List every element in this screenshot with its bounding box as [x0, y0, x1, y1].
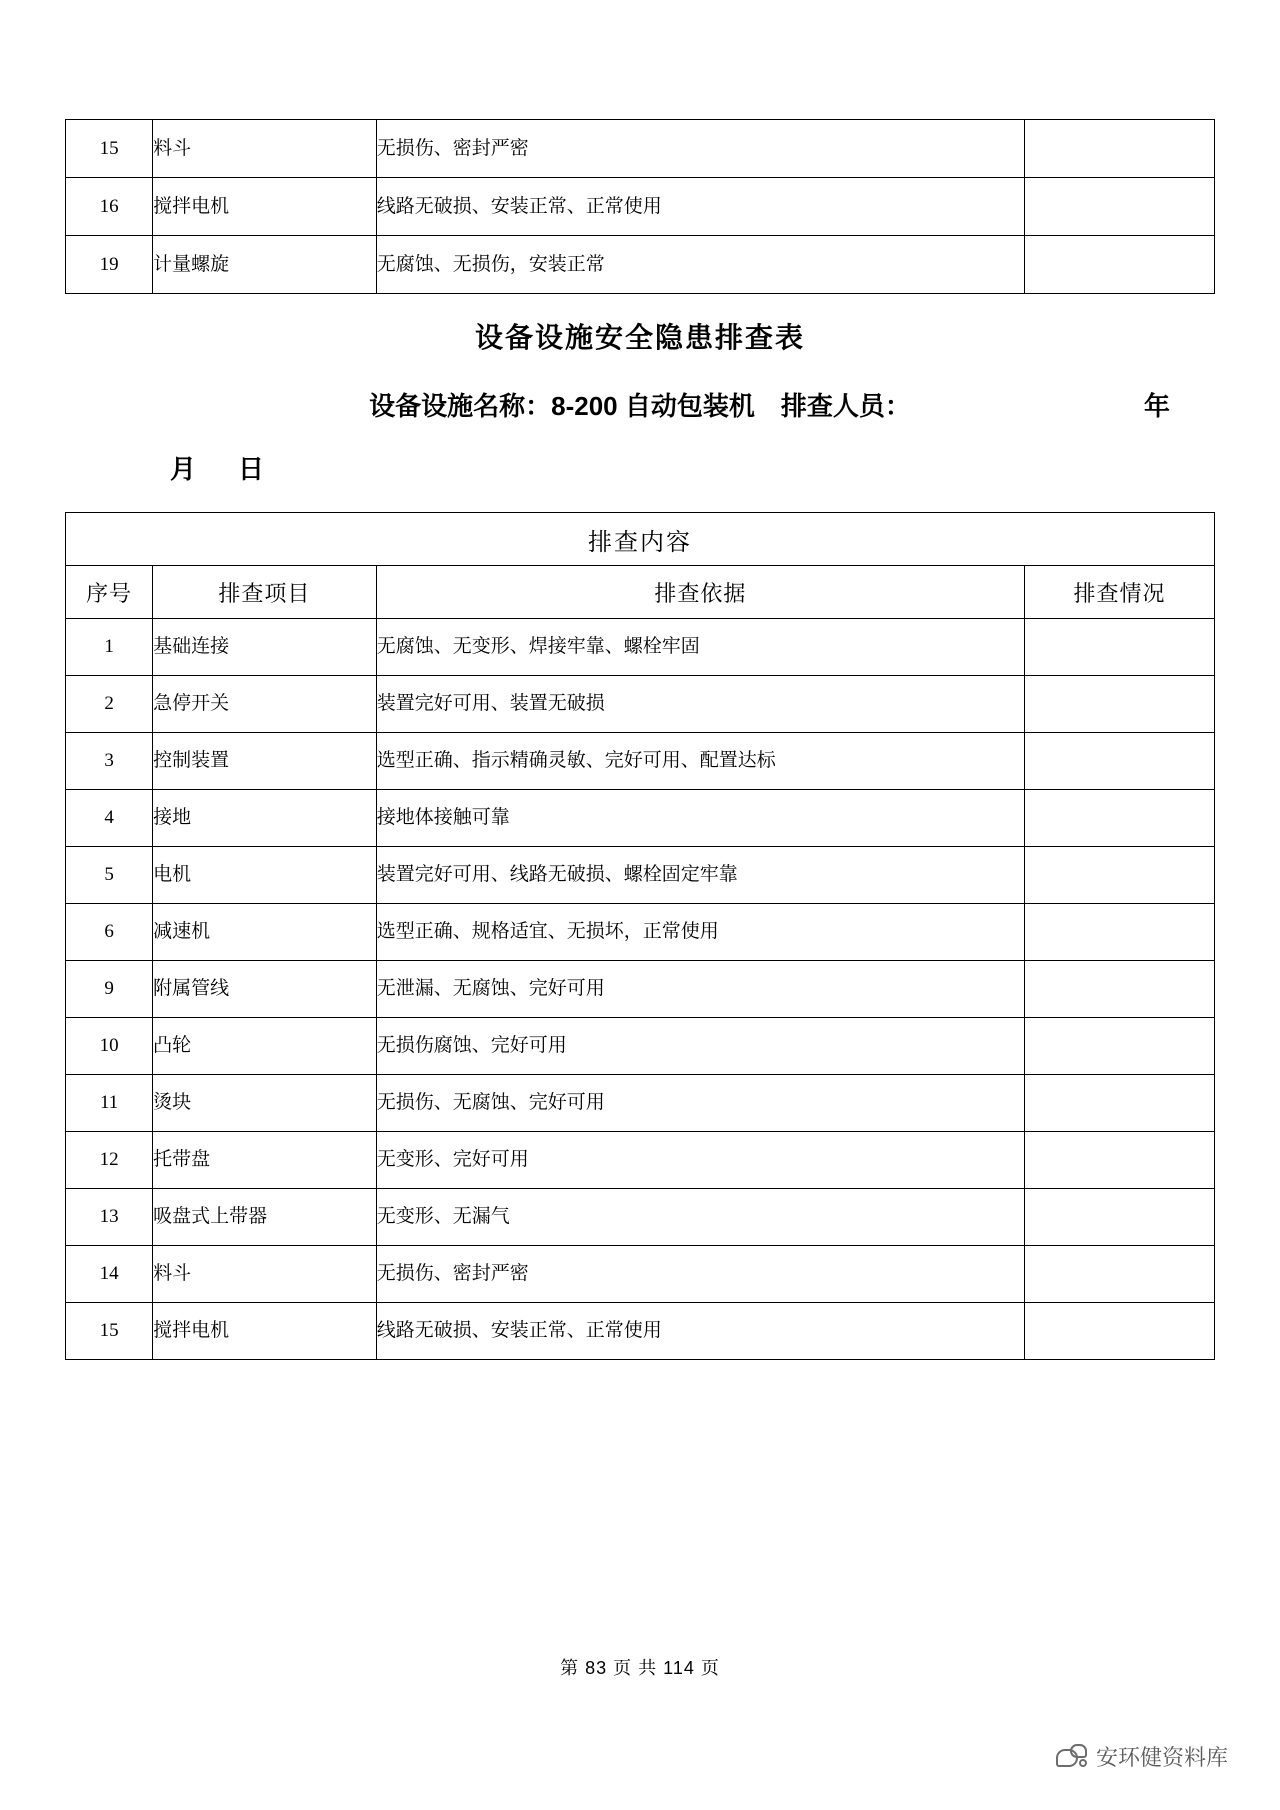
row-basis: 无损伤、密封严密: [376, 1246, 1024, 1303]
row-no: 6: [66, 904, 153, 961]
table-row: [66, 847, 1215, 904]
row-item: 烫块: [153, 1075, 377, 1132]
table-row: [66, 619, 1215, 676]
row-item: 凸轮: [153, 1018, 377, 1075]
header-result: 排查情况: [1024, 566, 1214, 619]
row-no: 10: [66, 1018, 153, 1075]
row-item: 搅拌电机: [153, 1303, 377, 1360]
equipment-line: [50, 386, 1230, 423]
main-table-container: [50, 512, 1230, 1360]
row-item: 附属管线: [153, 961, 377, 1018]
row-result[interactable]: [1024, 1018, 1214, 1075]
row-no: 4: [66, 790, 153, 847]
row-result[interactable]: [1024, 790, 1214, 847]
row-basis: 装置完好可用、装置无破损: [376, 676, 1024, 733]
table-row: [66, 1246, 1215, 1303]
row-no: 1: [66, 619, 153, 676]
row-no: 16: [66, 178, 153, 236]
table-row: [66, 1189, 1215, 1246]
table-row: [66, 676, 1215, 733]
row-result[interactable]: [1024, 178, 1214, 236]
span-header-cell: 排查内容: [66, 513, 1215, 566]
row-basis: 无腐蚀、无变形、焊接牢靠、螺栓牢固: [376, 619, 1024, 676]
row-result[interactable]: [1024, 236, 1214, 294]
row-no: 15: [66, 120, 153, 178]
row-basis: 无损伤、密封严密: [376, 120, 1024, 178]
table-span-header-row: [66, 513, 1215, 566]
header-item: 排查项目: [153, 566, 377, 619]
page-number: 第 83 页 共 114 页: [560, 1658, 720, 1678]
row-no: 3: [66, 733, 153, 790]
row-no: 12: [66, 1132, 153, 1189]
row-basis: 无变形、完好可用: [376, 1132, 1024, 1189]
row-result[interactable]: [1024, 676, 1214, 733]
watermark: [1056, 1741, 1228, 1772]
row-no: 2: [66, 676, 153, 733]
header-no: 序号: [66, 566, 153, 619]
row-result[interactable]: [1024, 1246, 1214, 1303]
row-item: 基础连接: [153, 619, 377, 676]
table-header-row: [66, 566, 1215, 619]
row-result[interactable]: [1024, 1189, 1214, 1246]
table-row: [66, 1132, 1215, 1189]
row-item: 搅拌电机: [153, 178, 377, 236]
row-basis: 无损伤、无腐蚀、完好可用: [376, 1075, 1024, 1132]
row-item: 减速机: [153, 904, 377, 961]
table-row: [66, 904, 1215, 961]
table-row: [66, 1075, 1215, 1132]
row-basis: 无腐蚀、无损伤，安装正常: [376, 236, 1024, 294]
row-item: 料斗: [153, 1246, 377, 1303]
row-item: 料斗: [153, 120, 377, 178]
row-basis: 无损伤腐蚀、完好可用: [376, 1018, 1024, 1075]
row-basis: 线路无破损、安装正常、正常使用: [376, 178, 1024, 236]
header-basis: 排查依据: [376, 566, 1024, 619]
row-no: 13: [66, 1189, 153, 1246]
row-no: 11: [66, 1075, 153, 1132]
page-title: 设备设施安全隐患排查表: [474, 322, 805, 353]
chat-bubble-icon: [1056, 1744, 1086, 1770]
row-basis: 选型正确、规格适宜、无损坏，正常使用: [376, 904, 1024, 961]
row-item: 托带盘: [153, 1132, 377, 1189]
row-no: 19: [66, 236, 153, 294]
table-row: [66, 733, 1215, 790]
row-no: 14: [66, 1246, 153, 1303]
row-result[interactable]: [1024, 619, 1214, 676]
watermark-label: 安环健资料库: [1095, 1745, 1228, 1770]
table-row: [66, 1018, 1215, 1075]
row-no: 9: [66, 961, 153, 1018]
row-item: 急停开关: [153, 676, 377, 733]
row-basis: 无变形、无漏气: [376, 1189, 1024, 1246]
row-basis: 无泄漏、无腐蚀、完好可用: [376, 961, 1024, 1018]
row-basis: 接地体接触可靠: [376, 790, 1024, 847]
row-no: 5: [66, 847, 153, 904]
row-item: 吸盘式上带器: [153, 1189, 377, 1246]
row-no: 15: [66, 1303, 153, 1360]
table-row: [66, 1303, 1215, 1360]
row-basis: 装置完好可用、线路无破损、螺栓固定牢靠: [376, 847, 1024, 904]
row-result[interactable]: [1024, 120, 1214, 178]
continued-checklist-table: [65, 119, 1215, 294]
month-day-label: 月 日: [170, 454, 273, 484]
row-item: 控制装置: [153, 733, 377, 790]
row-result[interactable]: [1024, 1132, 1214, 1189]
row-item: 接地: [153, 790, 377, 847]
table-row: [66, 178, 1215, 236]
table-row: [66, 120, 1215, 178]
row-result[interactable]: [1024, 847, 1214, 904]
row-basis: 选型正确、指示精确灵敏、完好可用、配置达标: [376, 733, 1024, 790]
top-table-container: [50, 0, 1230, 294]
checklist-table: [65, 512, 1215, 1360]
row-result[interactable]: [1024, 1303, 1214, 1360]
year-label: 年: [1143, 391, 1170, 421]
table-row: [66, 961, 1215, 1018]
row-item: 计量螺旋: [153, 236, 377, 294]
row-result[interactable]: [1024, 904, 1214, 961]
equipment-name-label: 设备设施名称：8-200 自动包装机 排查人员：: [369, 391, 911, 421]
row-item: 电机: [153, 847, 377, 904]
row-result[interactable]: [1024, 961, 1214, 1018]
row-result[interactable]: [1024, 1075, 1214, 1132]
table-row: [66, 790, 1215, 847]
row-result[interactable]: [1024, 733, 1214, 790]
row-basis: 线路无破损、安装正常、正常使用: [376, 1303, 1024, 1360]
table-row: [66, 236, 1215, 294]
